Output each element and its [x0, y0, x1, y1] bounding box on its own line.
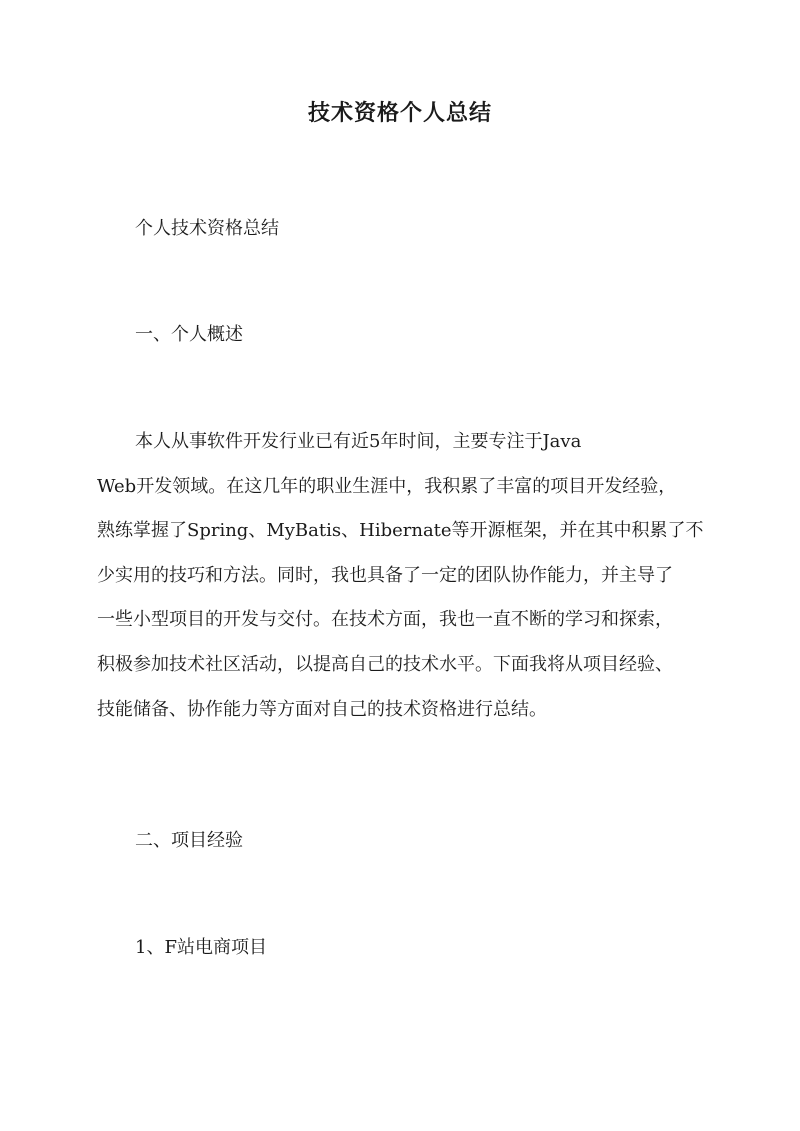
- paragraph-line: 少实用的技巧和方法。同时，我也具备了一定的团队协作能力，并主导了: [97, 564, 673, 586]
- paragraph-line: 技能储备、协作能力等方面对自己的技术资格进行总结。: [97, 698, 547, 720]
- section-heading-projects: 二、项目经验: [135, 830, 243, 851]
- section-heading-overview: 一、个人概述: [135, 324, 243, 345]
- document-subtitle: 个人技术资格总结: [135, 218, 279, 239]
- paragraph-overview: [97, 427, 703, 739]
- paragraph-line: 本人从事软件开发行业已有近5年时间，主要专注于Java: [135, 431, 582, 452]
- paragraph-line: Web开发领域。在这几年的职业生涯中，我积累了丰富的项目开发经验，: [97, 475, 677, 497]
- paragraph-line: 积极参加技术社区活动，以提高自己的技术水平。下面我将从项目经验、: [97, 653, 673, 675]
- document-title: 技术资格个人总结: [307, 100, 492, 126]
- paragraph-line: 熟练掌握了Spring、MyBatis、Hibernate等开源框架，并在其中积累了不: [97, 520, 704, 542]
- paragraph-line: 一些小型项目的开发与交付。在技术方面，我也一直不断的学习和探索，: [97, 609, 673, 631]
- item-heading-project-1: 1、F站电商项目: [135, 937, 267, 958]
